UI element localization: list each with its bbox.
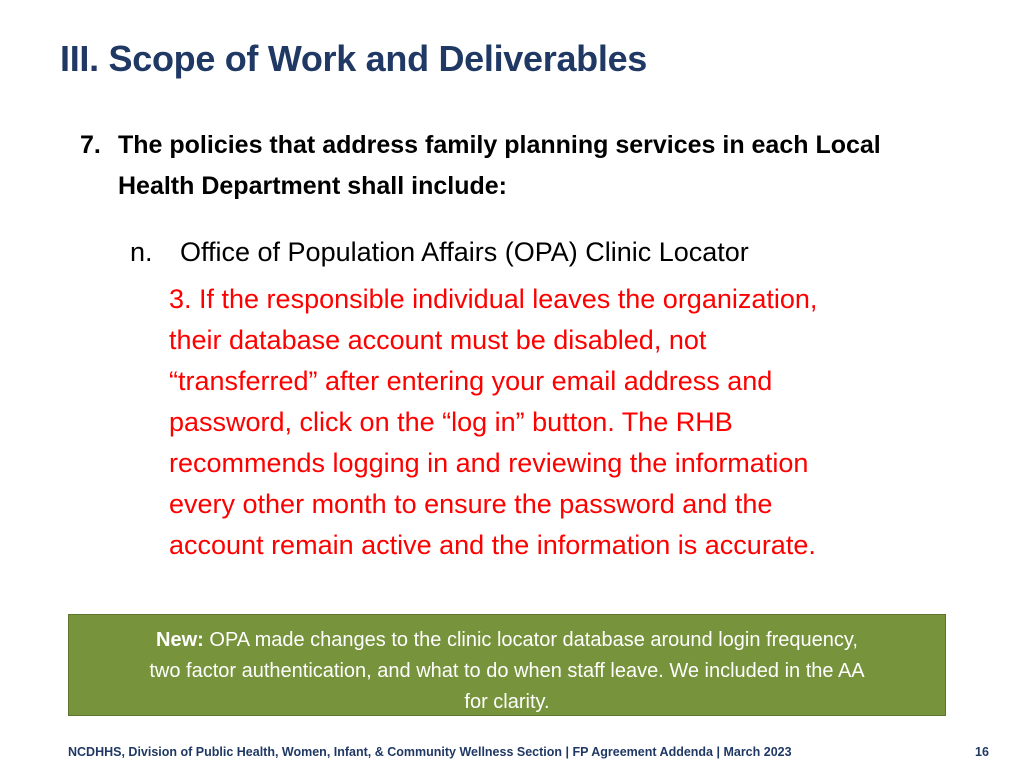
callout-label: New: xyxy=(156,629,204,651)
detail-line: every other month to ensure the password and the xyxy=(169,489,773,519)
detail-line: their database account must be disabled, not xyxy=(169,325,707,355)
detail-line: password, click on the “log in” button. The RHB xyxy=(169,407,733,437)
item-text: The policies that address family planning services in each Local Health Department shall include: xyxy=(118,131,881,200)
slide-title: III. Scope of Work and Deliverables xyxy=(60,38,648,79)
detail-line: 3. If the responsible individual leaves the organization, xyxy=(169,284,818,314)
item-number: 7. xyxy=(80,131,101,159)
page-number: 16 xyxy=(975,745,989,759)
lettered-subitem xyxy=(130,233,749,271)
detail-line: recommends logging in and reviewing the information xyxy=(169,448,809,478)
new-callout-box xyxy=(68,614,946,716)
detail-line: “transferred” after entering your email address and xyxy=(169,366,773,396)
callout-line: for clarity. xyxy=(464,691,550,713)
callout-line: two factor authentication, and what to do when staff leave. We included in the AA xyxy=(149,660,865,682)
callout-line xyxy=(69,625,945,656)
footer-text: NCDHHS, Division of Public Health, Women, Infant, & Community Wellness Section | FP Agreement Addenda | March 2023 xyxy=(68,745,792,759)
subitem-text: Office of Population Affairs (OPA) Clinic Locator xyxy=(180,237,749,267)
detail-paragraph xyxy=(169,279,949,566)
callout-text: OPA made changes to the clinic locator database around login frequency, xyxy=(203,629,858,651)
subitem-letter: n. xyxy=(130,237,153,267)
detail-line: account remain active and the information is accurate. xyxy=(169,530,816,560)
